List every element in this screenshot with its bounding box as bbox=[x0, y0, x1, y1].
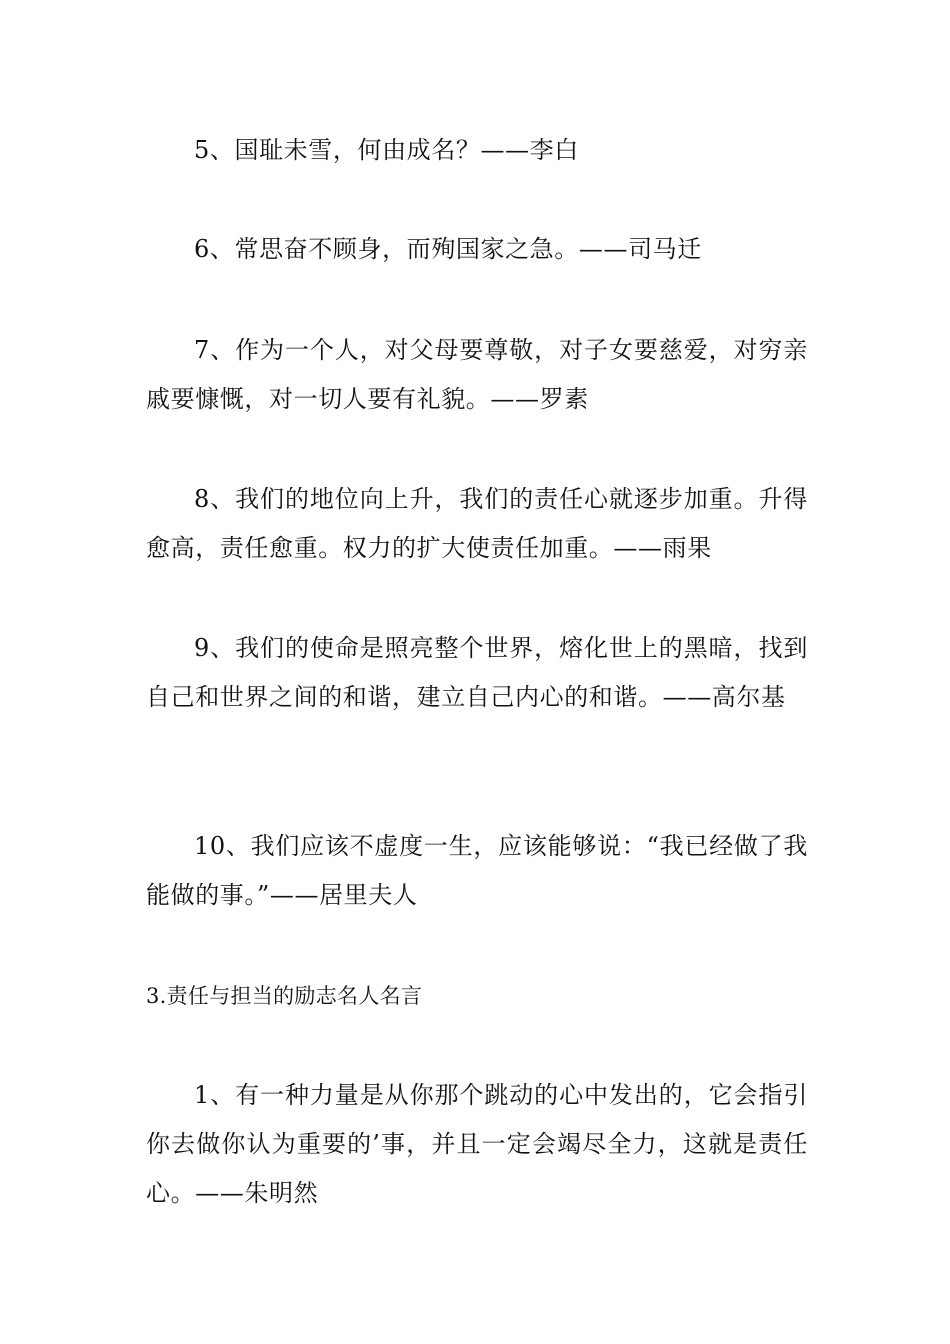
quote-9: 9、我们的使命是照亮整个世界，熔化世上的黑暗，找到自己和世界之间的和谐，建立自己内心的和谐。——高尔基 bbox=[146, 634, 808, 711]
section-3-quote-1: 1、有一种力量是从你那个跳动的心中发出的，它会指引你去做你认为重要的’事，并且一定会竭尽全力，这就是责任心。——朱明然 bbox=[146, 1081, 808, 1207]
quote-10: 10、我们应该不虚度一生，应该能够说：“我已经做了我能做的事。”——居里夫人 bbox=[146, 832, 808, 909]
quote-7: 7、作为一个人，对父母要尊敬，对子女要慈爱，对穷亲戚要慷慨，对一切人要有礼貌。——罗素 bbox=[146, 336, 808, 413]
quote-5: 5、国耻未雪，何由成名？——李白 bbox=[194, 136, 579, 164]
quote-8: 8、我们的地位向上升，我们的责任心就逐步加重。升得愈高，责任愈重。权力的扩大使责任加重。——雨果 bbox=[146, 485, 808, 562]
quote-6: 6、常思奋不顾身，而殉国家之急。——司马迁 bbox=[194, 235, 702, 263]
section-heading: 3.责任与担当的励志名人名言 bbox=[146, 984, 423, 1008]
